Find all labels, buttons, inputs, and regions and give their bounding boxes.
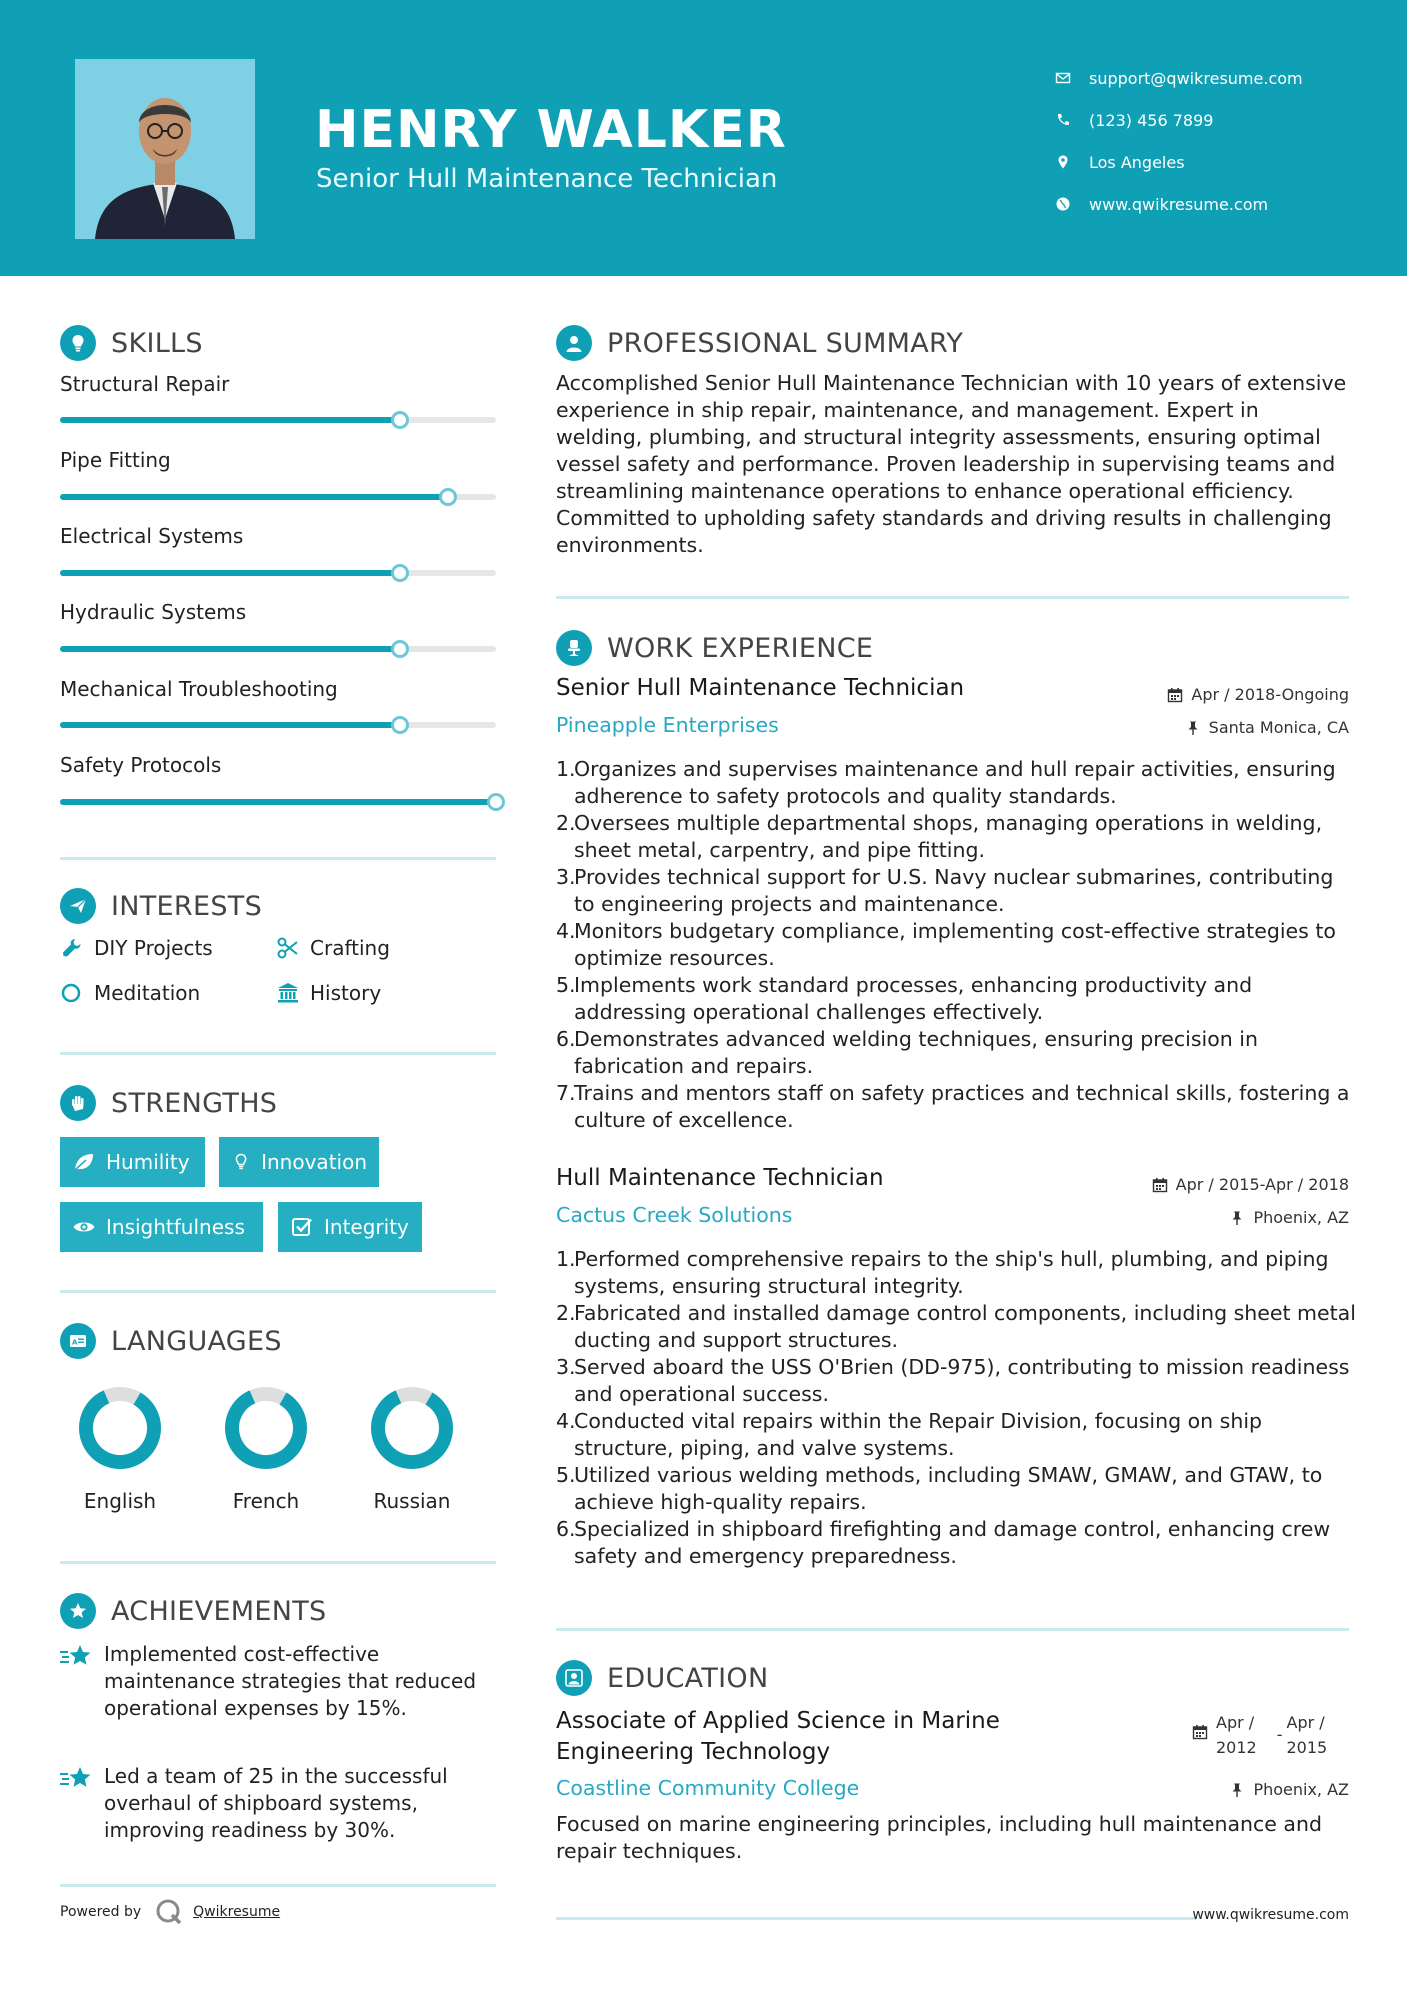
language-item [206, 1385, 326, 1513]
pushpin-icon [1185, 720, 1201, 736]
user-icon [564, 333, 584, 353]
achievement-item: Led a team of 25 in the successful overhaul of shipboard systems, improving readiness by 30%. [60, 1763, 480, 1844]
job-location: Santa Monica, CA [1185, 718, 1349, 737]
language-label: Russian [373, 1489, 451, 1513]
experience-heading: WORK EXPERIENCE [556, 630, 873, 666]
duty-item: 3. Served aboard the USS O'Brien (DD-975), contributing to mission readiness and operational success. [556, 1355, 1350, 1406]
skill-bar-fill [60, 646, 400, 652]
duty-item: 4. Conducted vital repairs within the Repair Division, focusing on ship structure, piping, and valve systems. [556, 1409, 1263, 1460]
skill-bar [60, 646, 496, 652]
contact-website[interactable] [1055, 183, 1303, 225]
skill-name: Safety Protocols [60, 753, 222, 777]
strength-chip: Innovation [219, 1137, 379, 1187]
language-label: English [83, 1489, 157, 1513]
section-divider [60, 857, 496, 860]
contact-location-text: Los Angeles [1089, 152, 1185, 172]
interest-item: Crafting [276, 936, 390, 960]
lightbulb-icon [68, 333, 88, 353]
location-pin-icon [1055, 154, 1071, 170]
skill-bar-knob[interactable] [391, 411, 409, 429]
skill-bar-knob[interactable] [391, 716, 409, 734]
skill-bar-knob[interactable] [487, 793, 505, 811]
interest-item: DIY Projects [60, 936, 213, 960]
calendar-icon [1152, 1177, 1168, 1193]
job-dates: Apr / 2018-Ongoing [1167, 685, 1349, 704]
footer-website[interactable]: www.qwikresume.com [1192, 1907, 1349, 1923]
powered-by: Powered by Qwikresume [60, 1898, 280, 1926]
skill-bar-fill [60, 722, 400, 728]
section-divider [556, 596, 1349, 599]
shooting-star-icon [60, 1765, 94, 1793]
skill-name: Structural Repair [60, 372, 230, 396]
skill-bar [60, 570, 496, 576]
contact-location [1055, 141, 1303, 183]
strengths-heading: STRENGTHS [60, 1085, 277, 1121]
resume-header [0, 0, 1407, 276]
contact-website-text: www.qwikresume.com [1089, 194, 1269, 214]
duty-item: 6. Demonstrates advanced welding techniques, ensuring precision in fabrication and repairs. [556, 1027, 1258, 1078]
lightbulb-icon [231, 1150, 251, 1174]
job-title: Hull Maintenance Technician [556, 1165, 884, 1191]
duty-item: 2. Fabricated and installed damage control components, including sheet metal ducting and support structures. [556, 1301, 1356, 1352]
summary-heading: PROFESSIONAL SUMMARY [556, 325, 963, 361]
language-item [352, 1385, 472, 1513]
skill-bar-knob[interactable] [391, 640, 409, 658]
institution-icon [276, 981, 300, 1005]
skill-name: Hydraulic Systems [60, 600, 247, 624]
duty-item: 1. Performed comprehensive repairs to the ship's hull, plumbing, and piping systems, ensuring structural integrity. [556, 1247, 1329, 1298]
duty-item: 2. Oversees multiple departmental shops, managing operations in welding, sheet metal, carpentry, and pipe fitting. [556, 811, 1323, 862]
summary-text: Accomplished Senior Hull Maintenance Technician with 10 years of extensive experience in ship repair, maintenance, and management. Expert in welding, plumbing, and structural integrity assessments, ensuring optimal vessel safety and performance. Proven leadership in supervising teams and streamlining maintenance operations to enhance operational efficiency. Committed to upholding safety standards and driving results in challenging environments. [556, 371, 1347, 557]
education-description: Focused on marine engineering principles, including hull maintenance and repair techniques. [556, 1812, 1322, 1863]
duty-item: 7. Trains and mentors staff on safety practices and technical skills, fostering a culture of excellence. [556, 1081, 1350, 1132]
education-start: Apr / 2012 [1216, 1713, 1257, 1757]
phone-icon [1055, 112, 1071, 128]
shooting-star-icon [60, 1643, 94, 1671]
skills-heading: SKILLS [60, 325, 203, 361]
hand-icon [68, 1093, 88, 1113]
interest-item: History [276, 981, 381, 1005]
candidate-title: Senior Hull Maintenance Technician [316, 164, 778, 194]
contact-phone[interactable] [1055, 99, 1303, 141]
section-divider [60, 1052, 496, 1055]
job-dates: Apr / 2015-Apr / 2018 [1152, 1175, 1349, 1194]
contact-phone-text: (123) 456 7899 [1089, 110, 1214, 130]
skill-bar-fill [60, 799, 496, 805]
skill-bar [60, 494, 496, 500]
education-heading: EDUCATION [556, 1660, 768, 1696]
skill-bar-fill [60, 494, 448, 500]
education-end: Apr / 2015 [1286, 1713, 1328, 1757]
language-donut [223, 1385, 309, 1471]
calendar-icon [1192, 1724, 1208, 1740]
qwikresume-logo-icon [155, 1898, 183, 1926]
language-donut [369, 1385, 455, 1471]
languages-heading: A LANGUAGES [60, 1323, 282, 1359]
graduate-icon [564, 1668, 584, 1688]
envelope-icon [1055, 70, 1071, 86]
skill-bar [60, 417, 496, 423]
skill-name: Mechanical Troubleshooting [60, 677, 338, 701]
job-duties [556, 1246, 1356, 1570]
duty-item: 5. Utilized various welding methods, including SMAW, GMAW, and GTAW, to achieve high-quality repairs. [556, 1463, 1323, 1514]
duty-item: 1. Organizes and supervises maintenance and hull repair activities, ensuring adherence to safety protocols and quality standards. [556, 757, 1336, 808]
skill-bar-fill [60, 417, 400, 423]
skill-bar-fill [60, 570, 400, 576]
duty-item: 3. Provides technical support for U.S. Navy nuclear submarines, contributing to engineering projects and maintenance. [556, 865, 1334, 916]
profile-photo [75, 59, 255, 239]
calendar-icon [1167, 687, 1183, 703]
check-square-icon [290, 1215, 314, 1239]
skill-bar [60, 722, 496, 728]
school-name: Coastline Community College [556, 1776, 860, 1800]
section-divider [556, 1917, 1196, 1920]
language-item [60, 1385, 180, 1513]
section-divider [60, 1884, 496, 1887]
star-badge-icon [68, 1601, 88, 1621]
strength-chip: Integrity [278, 1202, 422, 1252]
section-divider [60, 1290, 496, 1293]
svg-text:A: A [72, 1338, 78, 1347]
skill-bar-knob[interactable] [391, 564, 409, 582]
achievement-item: Implemented cost-effective maintenance strategies that reduced operational expenses by 15%. [60, 1641, 480, 1722]
degree-title: Associate of Applied Science in Marine Engineering Technology [556, 1708, 1000, 1765]
section-divider [60, 1561, 496, 1564]
contact-list [1055, 57, 1303, 225]
education-dates: Apr / 2012 - Apr / 2015 [1192, 1710, 1327, 1760]
section-divider [556, 1628, 1349, 1631]
circle-icon [60, 981, 84, 1005]
job-duties [556, 756, 1356, 1134]
education-location: Phoenix, AZ [1229, 1780, 1349, 1799]
contact-email[interactable] [1055, 57, 1303, 99]
company-name: Cactus Creek Solutions [556, 1203, 793, 1227]
eye-icon [72, 1215, 96, 1239]
job-location: Phoenix, AZ [1229, 1208, 1349, 1227]
duty-item: 5. Implements work standard processes, enhancing productivity and addressing operational challenges effectively. [556, 973, 1253, 1024]
skill-name: Electrical Systems [60, 524, 244, 548]
language-donut [77, 1385, 163, 1471]
wrench-icon [60, 936, 84, 960]
pushpin-icon [1229, 1782, 1245, 1798]
language-label: French [232, 1489, 300, 1513]
company-name: Pineapple Enterprises [556, 713, 779, 737]
interest-item: Meditation [60, 981, 200, 1005]
leaf-icon [72, 1150, 96, 1174]
interests-heading: INTERESTS [60, 888, 262, 924]
scissors-icon [276, 936, 300, 960]
language-card-icon [68, 1331, 88, 1351]
skill-bar [60, 799, 496, 805]
candidate-name: HENRY WALKER [315, 100, 787, 160]
skill-name: Pipe Fitting [60, 448, 171, 472]
strength-chip: Insightfulness [60, 1202, 263, 1252]
duty-item: 4. Monitors budgetary compliance, implementing cost-effective strategies to optimize resources. [556, 919, 1336, 970]
job-title: Senior Hull Maintenance Technician [556, 675, 965, 701]
duty-item: 6. Specialized in shipboard firefighting and damage control, enhancing crew safety and emergency preparedness. [556, 1517, 1331, 1568]
skill-bar-knob[interactable] [439, 488, 457, 506]
pushpin-icon [1229, 1210, 1245, 1226]
qwikresume-link[interactable]: Qwikresume [193, 1904, 281, 1920]
strength-chip: Humility [60, 1137, 205, 1187]
achievements-heading: ACHIEVEMENTS [60, 1593, 327, 1629]
office-chair-icon [564, 638, 584, 658]
contact-email-text: support@qwikresume.com [1089, 68, 1303, 88]
paper-plane-icon [68, 896, 88, 916]
globe-icon [1055, 196, 1071, 212]
